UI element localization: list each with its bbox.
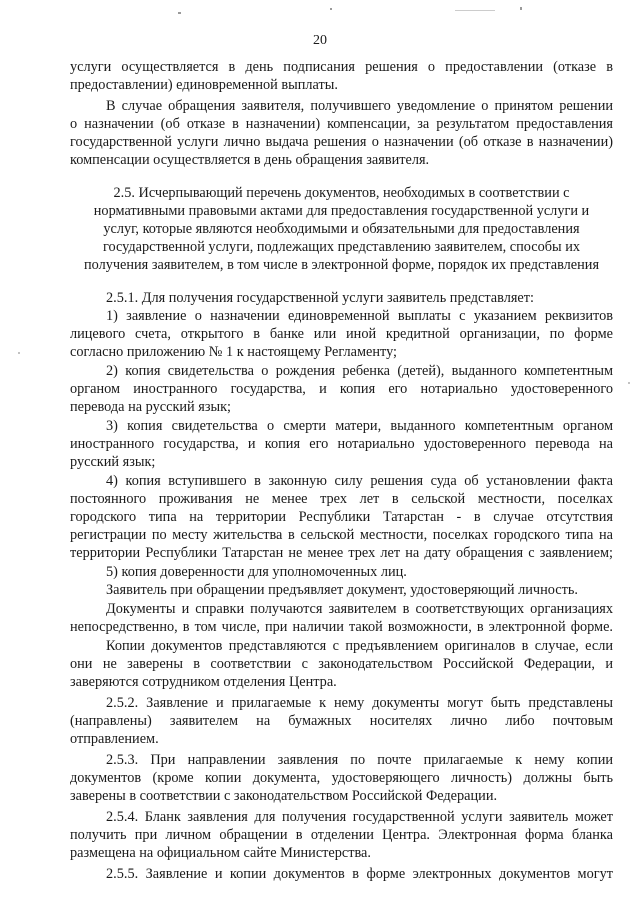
text-line: услуги осуществляется в день подписания решения о предоставлении (отказе в — [70, 59, 613, 75]
text-line: иностранного государства, и копия его нотариально удостоверенного перевода на — [70, 436, 613, 452]
text-line: 2.5.3. При направлении заявления по почте прилагаемые к нему копии — [106, 752, 613, 768]
text-line: Заявитель при обращении предъявляет документ, удостоверяющий личность. — [106, 582, 578, 598]
text-line: 5) копия доверенности для уполномоченных лиц. — [106, 564, 407, 580]
text-line: согласно приложению № 1 к настоящему Регламенту; — [70, 344, 397, 360]
text-line: (направлены) заявителем на бумажных носителях лично либо почтовым — [70, 713, 613, 729]
text-line: предоставлении) единовременной выплаты. — [70, 77, 338, 93]
text-line: 2.5.1. Для получения государственной услуги заявитель представляет: — [106, 290, 534, 306]
text-line: о назначении (об отказе в назначении) компенсации, за результатом предоставления — [70, 116, 613, 132]
text-line: Документы и справки получаются заявителем в соответствующих организациях — [106, 601, 613, 617]
text-line: 3) копия свидетельства о смерти матери, выданного компетентным органом — [106, 418, 613, 434]
text-line: 1) заявление о назначении единовременной выплаты с указанием реквизитов — [106, 308, 613, 324]
section-heading-line: услуг, которые являются необходимыми и обязательными для предоставления — [103, 221, 580, 237]
text-line: получить при личном обращении в отделении Центра. Электронная форма бланка — [70, 827, 613, 843]
text-line: русский язык; — [70, 454, 156, 470]
scan-artifact — [178, 12, 181, 14]
text-line: 4) копия вступившего в законную силу решения суда об установлении факта — [106, 473, 613, 489]
text-line: 2) копия свидетельства о рождения ребенка (детей), выданного компетентным — [106, 363, 613, 379]
text-line: городского типа на территории Республики Татарстан - в случае отсутствия — [70, 509, 613, 525]
scan-artifact — [330, 8, 332, 10]
text-line: перевода на русский язык; — [70, 399, 232, 415]
text-line: 2.5.5. Заявление и копии документов в форме электронных документов могут — [106, 866, 613, 882]
section-heading-line: 2.5. Исчерпывающий перечень документов, необходимых в соответствии с — [113, 185, 570, 201]
text-line: документов (кроме копии документа, удостоверяющего личность) должны быть — [70, 770, 613, 786]
scan-artifact — [18, 352, 20, 354]
text-line: регистрации по месту жительства в сельской местности, поселках городского типа на — [70, 527, 613, 543]
text-line: 2.5.2. Заявление и прилагаемые к нему документы могут быть представлены — [106, 695, 613, 711]
text-line: Копии документов представляются с предъявлением оригиналов в случае, если — [106, 638, 613, 654]
text-line: В случае обращения заявителя, получившего уведомление о принятом решении — [106, 98, 613, 114]
text-line: территории Республики Татарстан не менее трех лет на дату обращения с заявлением; — [70, 545, 613, 561]
text-line: компенсации осуществляется в день обращения заявителя. — [70, 152, 430, 168]
text-line: отправлением. — [70, 731, 159, 747]
scan-artifact — [455, 10, 495, 11]
text-line: 2.5.4. Бланк заявления для получения государственной услуги заявитель может — [106, 809, 613, 825]
scan-artifact — [520, 7, 522, 10]
text-line: постоянного проживания не менее трех лет в сельской местности, поселках — [70, 491, 613, 507]
section-heading-line: государственной услуги, подлежащих представлению заявителем, способы их — [102, 239, 581, 255]
text-line: заверены в соответствии с законодательством Российской Федерации. — [70, 788, 498, 804]
scan-artifact — [628, 382, 630, 384]
page-number: 20 — [313, 33, 327, 48]
text-line: размещена на официальном сайте Министерства. — [70, 845, 371, 861]
section-heading-line: нормативными правовыми актами для предоставления государственной услуги и — [93, 203, 590, 219]
text-line: непосредственно, в том числе, при наличии такой возможности, в электронной форме. — [70, 619, 613, 635]
section-heading-line: получения заявителем, в том числе в электронной форме, порядок их представления — [83, 257, 600, 273]
text-line: органом иностранного государства, и копия его нотариально удостоверенного — [70, 381, 613, 397]
text-line: заверяются сотрудником отделения Центра. — [70, 674, 337, 690]
text-line: лицевого счета, открытого в банке или иной кредитной организации, по форме — [70, 326, 613, 342]
text-line: они не заверены в соответствии с законодательством Российской Федерации, и — [70, 656, 613, 672]
text-line: государственной услуги лично выдача решения о назначении (об отказе в назначении) — [70, 134, 613, 150]
